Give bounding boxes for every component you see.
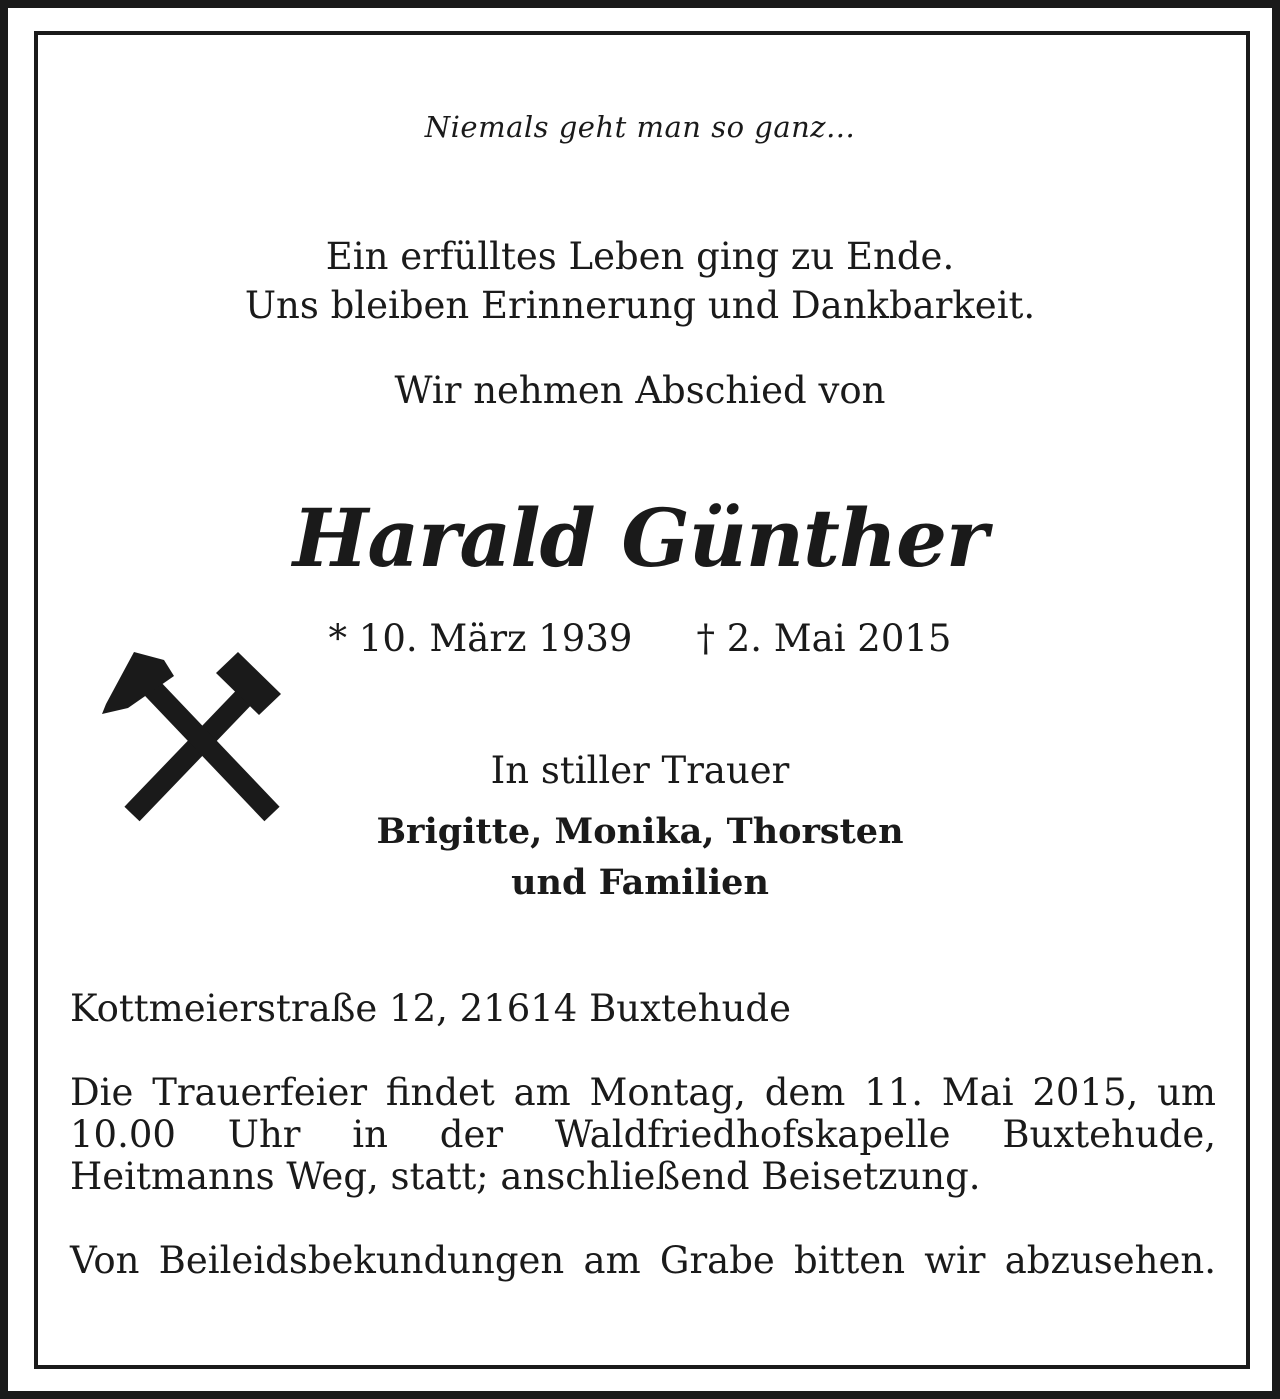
birth-date: * 10. März 1939: [328, 617, 633, 660]
mourning-line: In stiller Trauer: [490, 749, 790, 792]
intro-line-1: Ein erfülltes Leben ging zu Ende.: [325, 235, 955, 278]
crossed-hammers-icon: [98, 646, 308, 832]
family-names: [0, 806, 1280, 908]
motto: Niemals geht man so ganz...: [424, 110, 856, 144]
farewell-line: Wir nehmen Abschied von: [394, 369, 886, 412]
condolence-note: Von Beileidsbekundungen am Grabe bitten wir abzusehen.: [70, 1239, 1216, 1282]
intro-text: [0, 232, 1280, 330]
intro-line-2: Uns bleiben Erinnerung und Dankbarkeit.: [244, 284, 1036, 327]
deceased-name: Harald Günther: [292, 491, 988, 585]
ceremony-info: Die Trauerfeier findet am Montag, dem 11. Mai 2015, um 10.00 Uhr in der Waldfriedhofskapelle Buxtehude, Heitmanns Weg, statt; anschließend Beisetzung.: [70, 1071, 1216, 1198]
family-line-1: Brigitte, Monika, Thorsten: [376, 811, 904, 852]
family-line-2: und Familien: [511, 862, 769, 903]
death-date: † 2. Mai 2015: [696, 617, 952, 660]
address: Kottmeierstraße 12, 21614 Buxtehude: [70, 987, 791, 1030]
